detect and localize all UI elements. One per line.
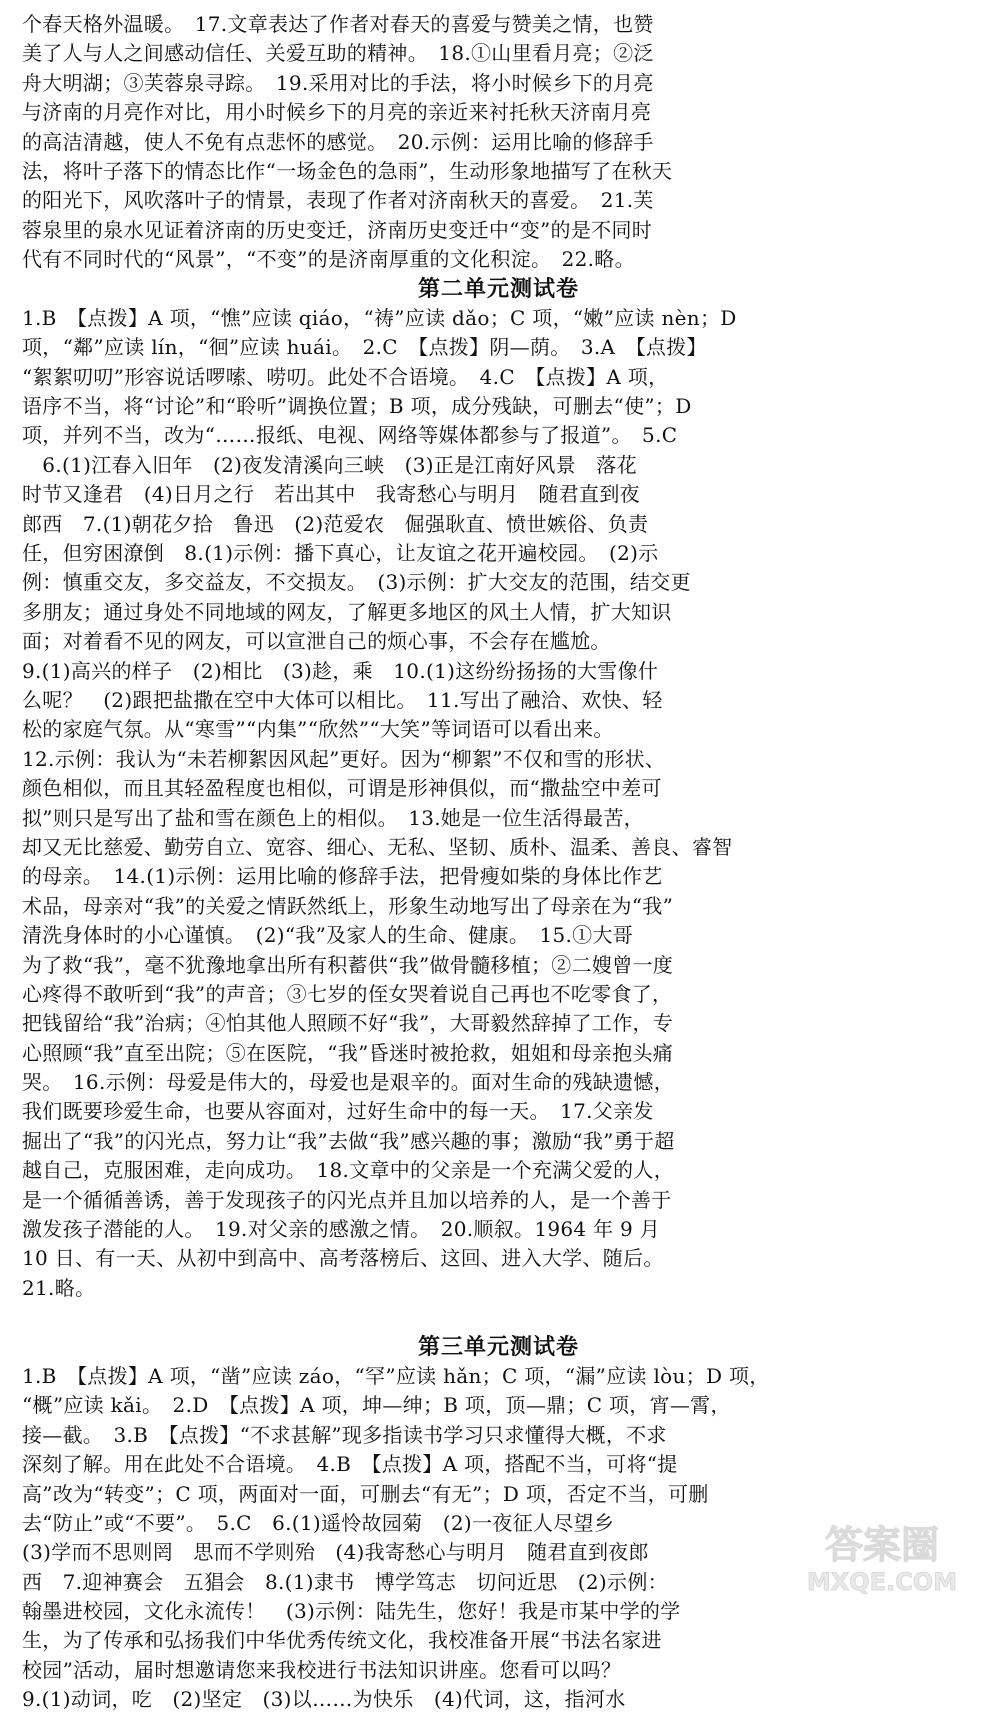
text-line: 与济南的月亮作对比，用小时候乡下的月亮的亲近来衬托秋天济南月亮 bbox=[22, 100, 652, 125]
text-line: 法，将叶子落下的情态比作“一场金色的急雨”，生动形象地描写了在秋天 bbox=[22, 158, 673, 183]
text-line: 蓉泉里的泉水见证着济南的历史变迁，济南历史变迁中“变”的是不同时 bbox=[22, 217, 653, 242]
text-line: 生，为了传承和弘扬我们中华优秀传统文化，我校准备开展“书法名家进 bbox=[22, 1628, 662, 1653]
text-line: 为了救“我”，毫不犹豫地拿出所有积蓄供“我”做骨髓移植；②二嫂曾一度 bbox=[22, 952, 674, 977]
text-line: 郎西 7.(1)朝花夕拾 鲁迅 (2)范爱农 倔强耿直、愤世嫉俗、负责 bbox=[22, 511, 649, 536]
text-line: 项，“鄰”应读 lín，“徊”应读 huái。 2.C 【点拨】阴—荫。 3.A 【点拨】 bbox=[22, 335, 707, 360]
section-gap bbox=[22, 1303, 975, 1332]
text-line: 接—截。 3.B 【点拨】“不求甚解”现多指读书学习只求懂得大概，不求 bbox=[22, 1422, 667, 1447]
text-line: 代有不同时代的“风景”，“不变”的是济南厚重的文化积淀。 22.略。 bbox=[22, 247, 635, 272]
text-line: 项，并列不当，改为“……报纸、电视、网络等媒体都参与了报道”。 5.C bbox=[22, 423, 678, 448]
text-line: (3)学而不思则罔 思而不学则殆 (4)我寄愁心与明月 随君直到夜郎 bbox=[22, 1540, 649, 1565]
section-heading-unit-2: 第二单元测试卷 bbox=[417, 275, 579, 302]
text-line: 10 日、有一天、从初中到高中、高考落榜后、这回、进入大学、随后。 bbox=[22, 1246, 664, 1271]
text-line: 么呢？ (2)跟把盐撒在空中大体可以相比。 11.写出了融洽、欢快、轻 bbox=[22, 687, 663, 712]
text-line: 颜色相似，而且其轻盈程度也相似，可谓是形神俱似，而“撒盐空中差可 bbox=[22, 776, 662, 801]
text-line: 面；对着看不见的网友，可以宣泄自己的烦心事，不会存在尴尬。 bbox=[22, 629, 611, 654]
text-line: 松的家庭气氛。从“寒雪”“内集”“欣然”“大笑”等词语可以看出来。 bbox=[22, 717, 614, 742]
text-line: 我们既要珍爱生命，也要从容面对，过好生命中的每一天。 17.父亲发 bbox=[22, 1099, 654, 1124]
text-line: 的母亲。 14.(1)示例：运用比喻的修辞手法，把骨瘦如柴的身体比作艺 bbox=[22, 864, 663, 889]
text-line: 舟大明湖；③芙蓉泉寻踪。 19.采用对比的手法，将小时候乡下的月亮 bbox=[22, 70, 654, 95]
text-line: 美了人与人之间感动信任、关爱互助的精神。 18.①山里看月亮；②泛 bbox=[22, 41, 654, 66]
text-line: 任，但穷困潦倒 8.(1)示例：播下真心，让友谊之花开遍校园。 (2)示 bbox=[22, 541, 659, 566]
text-line: 越自己，克服困难，走向成功。 18.文章中的父亲是一个充满父爱的人， bbox=[22, 1158, 675, 1183]
text-line: 却又无比慈爱、勤劳自立、宽容、细心、无私、坚韧、质朴、温柔、善良、睿智 bbox=[22, 834, 733, 859]
text-line: 个春天格外温暖。 17.文章表达了作者对春天的喜爱与赞美之情，也赞 bbox=[22, 12, 654, 36]
text-line: 把钱留给“我”治病；④怕其他人照顾不好“我”，大哥毅然辞掉了工作，专 bbox=[22, 1011, 674, 1036]
section-heading-unit-3: 第三单元测试卷 bbox=[417, 1333, 579, 1360]
text-line: 1.B 【点拨】A 项，“凿”应读 záo，“罕”应读 hǎn；C 项，“漏”应读 lòu；D 项， bbox=[22, 1363, 770, 1388]
text-line: 拟”则只是写出了盐和雪在颜色上的相似。 13.她是一位生活得最苦， bbox=[22, 805, 644, 830]
text-line: 翰墨进校园，文化永流传！ (3)示例：陆先生，您好！我是市某中学的学 bbox=[22, 1599, 681, 1624]
text-line: 术品，母亲对“我”的关爱之情跃然纸上，形象生动地写出了母亲在为“我” bbox=[22, 893, 674, 918]
text-line: 多朋友；通过身处不同地域的网友，了解更多地区的风土人情，扩大知识 bbox=[22, 599, 672, 624]
text-line: 时节又逢君 (4)日月之行 若出其中 我寄愁心与明月 随君直到夜 bbox=[22, 482, 640, 507]
watermark-url: MXQE.COM bbox=[806, 1568, 958, 1596]
text-line: 掘出了“我”的闪光点，努力让“我”去做“我”感兴趣的事；激励“我”勇于超 bbox=[22, 1128, 675, 1153]
text-line: 心疼得不敢听到“我”的声音；③七岁的侄女哭着说自己再也不吃零食了， bbox=[22, 981, 673, 1006]
text-line: 高”改为“转变”；C 项，两面对一面，可删去“有无”；D 项，否定不当，可删 bbox=[22, 1481, 709, 1506]
text-line: 9.(1)动词，吃 (2)坚定 (3)以……为快乐 (4)代词，这，指河水 bbox=[22, 1687, 626, 1712]
text-line: 激发孩子潜能的人。 19.对父亲的感激之情。 20.顺叙。1964 年 9 月 bbox=[22, 1217, 661, 1242]
text-line: 去“防止”或“不要”。 5.C 6.(1)遥怜故园菊 (2)一夜征人尽望乡 bbox=[22, 1510, 615, 1535]
text-line: 1.B 【点拨】A 项，“憔”应读 qiáo，“祷”应读 dǎo；C 项，“嫩”应读 nèn；D bbox=[22, 305, 737, 330]
text-line: 9.(1)高兴的样子 (2)相比 (3)趁，乘 10.(1)这纷纷扬扬的大雪像什 bbox=[22, 658, 659, 683]
text-line: “絮絮叨叨”形容说话啰嗦、唠叨。此处不合语境。 4.C 【点拨】A 项， bbox=[22, 364, 669, 389]
text-line: 是一个循循善诱，善于发现孩子的闪光点并且加以培养的人，是一个善于 bbox=[22, 1187, 672, 1212]
text-line: 例：慎重交友，多交益友，不交损友。 (3)示例：扩大交友的范围，结交更 bbox=[22, 570, 691, 595]
text-line: 校园”活动，届时想邀请您来我校进行书法知识讲座。您看可以吗？ bbox=[22, 1657, 622, 1682]
text-line: 哭。 16.示例：母爱是伟大的，母爱也是艰辛的。面对生命的残缺遗憾， bbox=[22, 1070, 675, 1095]
text-line: 清洗身体时的小心谨慎。 (2)“我”及家人的生命、健康。 15.①大哥 bbox=[22, 923, 634, 948]
text-line: 6.(1)江春入旧年 (2)夜发清溪向三峡 (3)正是江南好风景 落花 bbox=[22, 452, 637, 477]
text-line: 21.略。 bbox=[22, 1275, 96, 1300]
text-line: 12.示例：我认为“未若柳絮因风起”更好。因为“柳絮”不仅和雪的形状、 bbox=[22, 746, 666, 771]
text-line: 西 7.迎神赛会 五猖会 8.(1)隶书 博学笃志 切问近思 (2)示例： bbox=[22, 1569, 668, 1594]
text-line: “概”应读 kǎi。 2.D 【点拨】A 项，坤—绅；B 项，顶—鼎；C 项，宵—霄， bbox=[22, 1393, 731, 1418]
text-line: 语序不当，将“讨论”和“聆听”调换位置；B 项，成分残缺，可删去“使”；D bbox=[22, 394, 692, 419]
text-line: 的高洁清越，使人不免有点悲怀的感觉。 20.示例：运用比喻的修辞手 bbox=[22, 129, 654, 154]
text-line: 的阳光下，风吹落叶子的情景，表现了作者对济南秋天的喜爱。 21.芙 bbox=[22, 188, 654, 213]
watermark-text: 答案圈 bbox=[824, 1523, 940, 1567]
text-line: 深刻了解。用在此处不合语境。 4.B 【点拨】A 项，搭配不当，可将“提 bbox=[22, 1452, 678, 1477]
text-line: 心照顾“我”直至出院；⑤在医院，“我”昏迷时被抢救，姐姐和母亲抱头痛 bbox=[22, 1040, 674, 1065]
